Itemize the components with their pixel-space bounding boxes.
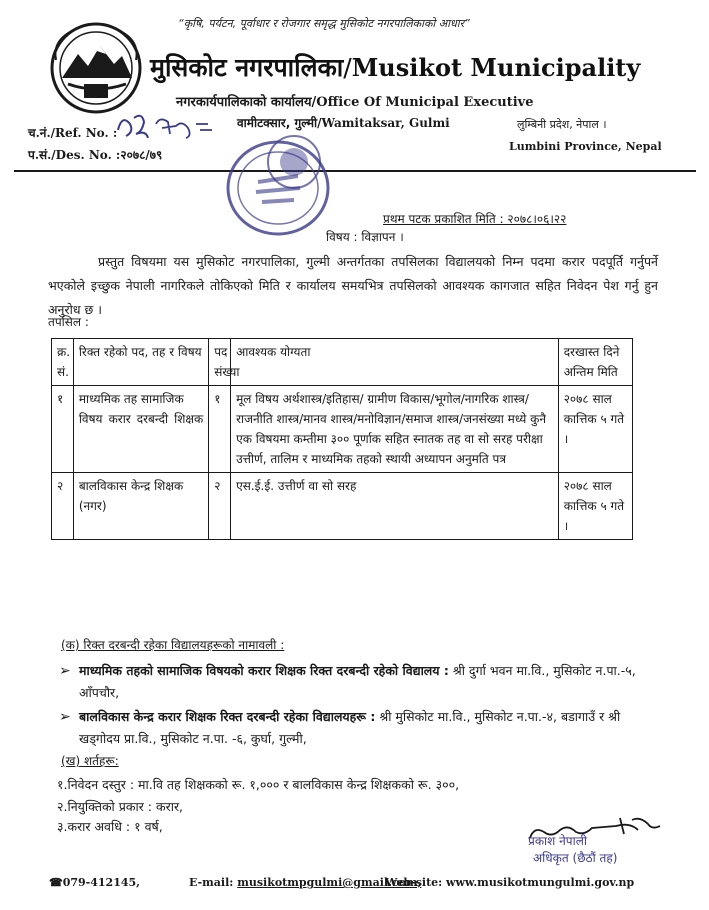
office-address: [237, 114, 450, 131]
arrow-bullet-icon: ➢: [59, 663, 71, 679]
municipality-emblem: [48, 20, 144, 116]
national-seal: [264, 132, 324, 192]
table-row: [52, 473, 633, 540]
row-deadline: २०७८ साल कात्तिक ५ गते ।: [558, 473, 632, 540]
header-divider: [14, 170, 696, 172]
row-sn: १: [52, 386, 74, 473]
row-deadline: २०७८ साल कात्तिक ५ गते ।: [558, 386, 632, 473]
office-name-en: Office Of Municipal Executive: [316, 95, 534, 110]
municipality-name-np: मुसिकोट नगरपालिका: [150, 53, 344, 82]
signatory-designation: अधिकृत (छैठौं तह): [533, 851, 618, 865]
terms-heading: (ख) शर्तहरू:: [61, 754, 119, 768]
school-item-label: बालविकास केन्द्र करार शिक्षक रिक्त दरबन्दी रहेका विद्यालयहरू :: [79, 709, 376, 724]
des-number-label: प.सं./Des. No. :: [28, 148, 121, 162]
row-count: २: [209, 473, 231, 540]
details-label: तपसिल :: [48, 315, 89, 329]
header-sn: क्र. सं.: [52, 339, 74, 386]
row-post: माध्यमिक तह सामाजिक विषय करार दरबन्दी शिक्षक: [73, 386, 208, 473]
des-number-value: २०७८/७९: [120, 148, 163, 162]
office-name: [176, 92, 533, 110]
row-count: १: [209, 386, 231, 473]
email-label: E-mail:: [189, 876, 234, 889]
notice-subject: विषय : विज्ञापन ।: [326, 230, 404, 244]
school-list-item: [59, 706, 664, 750]
motto: “कृषि, पर्यटन, पूर्वाधार र रोजगार समृद्ध मुसिकोट नगरपालिकाको आधार”: [178, 17, 470, 30]
footer-website[interactable]: Web-site: www.musikotmungulmi.gov.np: [385, 876, 635, 889]
handwritten-ref-number: [112, 110, 222, 144]
province-np: लुम्बिनी प्रदेश, नेपाल ।: [517, 118, 607, 131]
des-number: [28, 146, 162, 163]
row-post: बालविकास केन्द्र शिक्षक (नगर): [73, 473, 208, 540]
address-separator: /: [317, 116, 322, 130]
notice-body: प्रस्तुत विषयमा यस मुसिकोट नगरपालिका, गुल्मी अन्तर्गतका तपसिलका विद्यालयको निम्न पदमा करार पदपूर्ति गर्नुपर्ने भएकोले इच्छुक नेपाली नागरिकले तोकिएको मिति र कार्यालय समयभित्र तपसिलको आवश्यक कागजात सहित निवेदन पेश गर्नु हुन अनुरोध छ ।: [48, 254, 658, 317]
office-separator: /: [311, 95, 317, 110]
header-post: रिक्त रहेको पद, तह र विषय: [73, 339, 208, 386]
schools-heading: (क) रिक्त दरबन्दी रहेका विद्यालयहरूको नामावली :: [61, 638, 285, 652]
school-item-label: माध्यमिक तहको सामाजिक विषयको करार शिक्षक रिक्त दरबन्दी रहेको विद्यालय :: [79, 663, 449, 678]
publish-date: प्रथम पटक प्रकाशित मिति : २०७८।०६।२२: [383, 212, 567, 226]
row-qualification: एस.ई.ई. उत्तीर्ण वा सो सरह: [231, 473, 559, 540]
name-separator: /: [343, 53, 352, 82]
row-sn: २: [52, 473, 74, 540]
school-item-text: श्री दुर्गा भवन मा.वि., मुसिकोट न.पा.-५, आँपचौर,: [79, 663, 636, 700]
municipality-name: [150, 50, 640, 84]
header-qualification: आवश्यक योग्यता: [231, 339, 559, 386]
municipality-name-en: Musikot Municipality: [351, 53, 641, 82]
address-np: वामीटक्सार, गुल्मी: [237, 116, 318, 130]
table-row: [52, 386, 633, 473]
term-item: ३.करार अवधि : १ वर्ष,: [57, 819, 163, 834]
school-item-text: श्री मुसिकोट मा.वि., मुसिकोट न.पा.-४, बडागाउँ र श्री खड्गोदय प्रा.वि., मुसिकोट न.पा. -६, कुर्घा, गुल्मी,: [79, 709, 621, 746]
term-item: १.निवेदन दस्तुर : मा.वि तह शिक्षकको रू. १,००० र बालविकास केन्द्र शिक्षकको रू. ३००,: [57, 777, 460, 792]
province-en: Lumbini Province, Nepal: [509, 140, 662, 153]
signatory-name: प्रकाश नेपाली: [528, 834, 587, 848]
vacancy-table: [51, 338, 633, 540]
term-item: २.नियुक्तिको प्रकार : करार,: [57, 799, 184, 814]
ref-number-label: च.नं./Ref. No. :: [28, 126, 118, 140]
address-en: Wamitaksar, Gulmi: [321, 116, 450, 130]
footer-phone: ☎079-412145,: [49, 876, 140, 889]
arrow-bullet-icon: ➢: [59, 709, 71, 725]
row-qualification: मूल विषय अर्थशास्त्र/इतिहास/ ग्रामीण विकास/भूगोल/नागरिक शास्त्र/राजनीति शास्त्र/मानव शास्त्र/मनोविज्ञान/समाज शास्त्र/जनसंख्या मध्ये कुनै एक विषयमा कम्तीमा ३०० पूर्णाक सहित स्नातक तह वा सो सरह परीक्षा उत्तीर्ण, तालिम र माध्यमिक तहको स्थायी अध्यापन अनुमति पत्र: [231, 386, 559, 473]
school-list-item: [59, 660, 664, 704]
table-header-row: [52, 339, 633, 386]
header-deadline: दरखास्त दिने अन्तिम मिति: [558, 339, 632, 386]
email-link[interactable]: musikotmpgulmi@gmail.com,: [237, 876, 422, 889]
office-name-np: नगरकार्यपालिकाको कार्यालय: [176, 95, 312, 110]
header-count: पद संख्या: [209, 339, 231, 386]
